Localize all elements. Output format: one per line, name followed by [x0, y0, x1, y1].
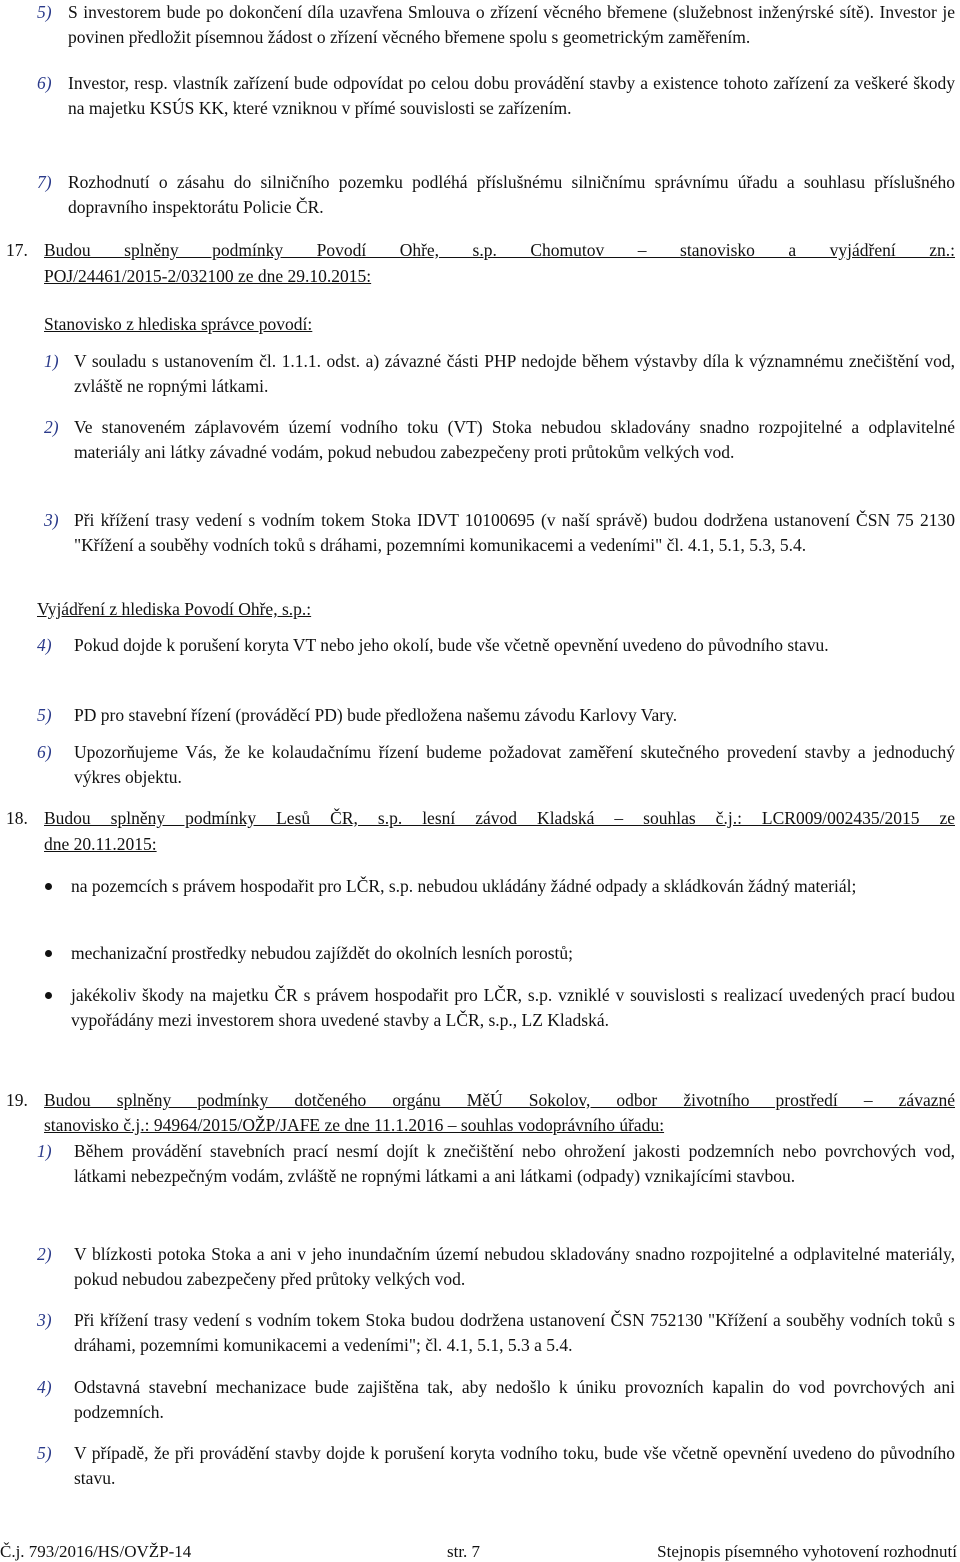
list-item: mechanizační prostředky nebudou zajíždět do okolních lesních porostů;	[71, 943, 574, 963]
paragraph: Upozorňujeme Vás, že ke kolaudačnímu řízení budeme požadovat zaměření skutečného provedení stavby a jednoduchý výkres objektu.	[74, 742, 955, 787]
section-heading: Budou splněny podmínky Povodí Ohře, s.p. Chomutov – stanovisko a vyjádření zn.:	[44, 240, 955, 260]
section-heading-continued: stanovisko č.j.: 94964/2015/OŽP/JAFE ze dne 11.1.2016 – souhlas vodoprávního úřadu:	[44, 1115, 665, 1135]
item-number: 1)	[37, 1141, 52, 1161]
section-number: 18.	[6, 808, 28, 828]
item-number: 2)	[37, 1244, 52, 1264]
item-number: 5)	[37, 1443, 52, 1463]
paragraph: Při křížení trasy vedení s vodním tokem Stoka IDVT 10100695 (v naší správě) budou dodržena ustanovení ČSN 75 2130 "Křížení a souběhy vodních toků s dráhami, pozemními komunikacemi a vedeními" čl. 4.1, 5.1, 5.3, 5.4.	[74, 510, 955, 555]
item-number: 5)	[37, 2, 52, 22]
item-number: 6)	[37, 742, 52, 762]
bullet-icon	[45, 883, 52, 890]
section-heading-continued: dne 20.11.2015:	[44, 834, 157, 854]
paragraph: V případě, že při provádění stavby dojde k porušení koryta vodního toku, bude vše včetně opevnění uvedeno do původního stavu.	[74, 1443, 955, 1488]
section-heading-continued: POJ/24461/2015-2/032100 ze dne 29.10.2015:	[44, 266, 372, 286]
paragraph: Během provádění stavebních prací nesmí dojít k znečištění nebo ohrožení jakosti podzemních nebo povrchových vod, látkami nebezpečným vodám, zvláště ne ropnými látkami a ani látkami (odpady) vznikajícími stavbou.	[74, 1141, 955, 1186]
section-heading: Budou splněny podmínky Lesů ČR, s.p. lesní závod Kladská – souhlas č.j.: LCR009/002435/2015 ze	[44, 808, 955, 828]
bullet-icon	[45, 992, 52, 999]
paragraph: Rozhodnutí o zásahu do silničního pozemku podléhá příslušnému silničnímu správnímu úřadu a souhlasu příslušného dopravního inspektorátu Policie ČR.	[68, 172, 955, 217]
item-number: 3)	[37, 1310, 52, 1330]
paragraph: Pokud dojde k porušení koryta VT nebo jeho okolí, bude vše včetně opevnění uvedeno do původního stavu.	[74, 635, 829, 655]
paragraph: PD pro stavební řízení (prováděcí PD) bude předložena našemu závodu Karlovy Vary.	[74, 705, 678, 725]
item-number: 4)	[37, 1377, 52, 1397]
footer-note: Stejnopis písemného vyhotovení rozhodnutí	[657, 1542, 957, 1561]
subheading: Vyjádření z hlediska Povodí Ohře, s.p.:	[37, 599, 312, 619]
section-heading: Budou splněny podmínky dotčeného orgánu MěÚ Sokolov, odbor životního prostředí – závazné	[44, 1090, 955, 1110]
item-number: 7)	[37, 172, 52, 192]
paragraph: Investor, resp. vlastník zařízení bude odpovídat po celou dobu provádění stavby a existence tohoto zařízení za veškeré škody na majetku KSÚS KK, které vzniknou v přímé souvislosti se zařízením.	[68, 73, 955, 118]
item-number: 6)	[37, 73, 52, 93]
paragraph: Při křížení trasy vedení s vodním tokem Stoka budou dodržena ustanovení ČSN 752130 "Křížení a souběhy vodních toků s dráhami, pozemními komunikacemi a vedeními"; čl. 4.1, 5.1, 5.3 a 5.4.	[74, 1310, 955, 1355]
paragraph: Ve stanoveném záplavovém území vodního toku (VT) Stoka nebudou skladovány snadno rozpojitelné a odplavitelné materiály ani látky závadné vodám, pokud nebudou zabezpečeny proti průtokům velkých vod.	[74, 417, 955, 462]
item-number: 3)	[44, 510, 59, 530]
paragraph: S investorem bude po dokončení díla uzavřena Smlouva o zřízení věcného břemene (služebnost inženýrské sítě). Investor je povinen předložit písemnou žádost o zřízení věcného břemene spolu s geometrickým zaměřením.	[68, 2, 955, 47]
footer-page-number: str. 7	[447, 1542, 481, 1561]
paragraph: Odstavná stavební mechanizace bude zajištěna tak, aby nedošlo k úniku provozních kapalin do vod povrchových ani podzemních.	[74, 1377, 955, 1422]
list-item: na pozemcích s právem hospodařit pro LČR, s.p. nebudou ukládány žádné odpady a skládkován žádný materiál;	[71, 876, 857, 896]
item-number: 2)	[44, 417, 59, 437]
paragraph: V souladu s ustanovením čl. 1.1.1. odst. a) závazné části PHP nedojde během výstavby díla k významnému znečištění vod, zvláště ne ropnými látkami.	[74, 351, 955, 396]
list-item: jakékoliv škody na majetku ČR s právem hospodařit pro LČR, s.p. vzniklé v souvislosti s realizací uvedených prací budou vypořádány mezi investorem shora uvedené stavby a LČR, s.p., LZ Kladská.	[71, 985, 955, 1030]
paragraph: V blízkosti potoka Stoka a ani v jeho inundačním území nebudou skladovány snadno rozpojitelné a odplavitelné materiály, pokud nebudou zabezpečeny před průtoky velkých vod.	[74, 1244, 955, 1289]
subheading: Stanovisko z hlediska správce povodí:	[44, 314, 313, 334]
section-number: 17.	[6, 240, 28, 260]
bullet-icon	[45, 950, 52, 957]
footer-reference: Č.j. 793/2016/HS/OVŽP-14	[0, 1542, 192, 1561]
item-number: 4)	[37, 635, 52, 655]
item-number: 1)	[44, 351, 59, 371]
item-number: 5)	[37, 705, 52, 725]
section-number: 19.	[6, 1090, 28, 1110]
